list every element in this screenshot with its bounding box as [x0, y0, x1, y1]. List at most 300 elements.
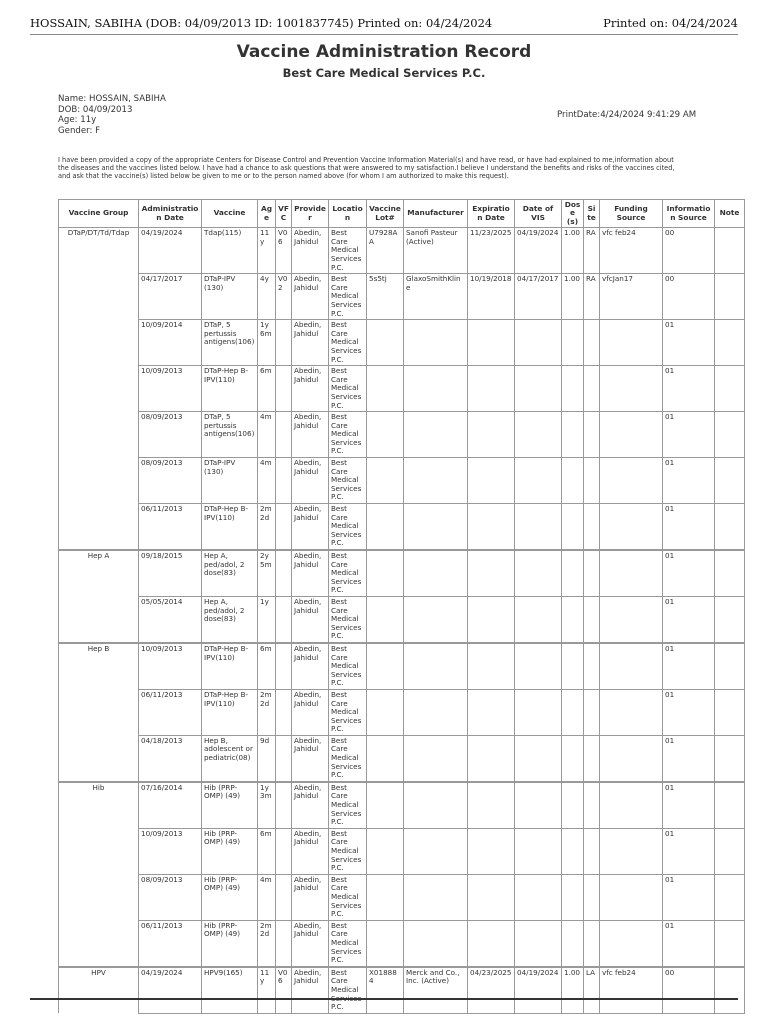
table-cell [404, 504, 468, 550]
table-cell: 6m [258, 643, 276, 689]
column-header: Location [329, 200, 367, 228]
table-cell: Best Care Medical Services P.C. [329, 735, 367, 781]
column-header: Vaccine Lot# [367, 200, 404, 228]
table-cell: GlaxoSmithKline [404, 274, 468, 320]
table-cell [59, 920, 139, 966]
table-cell [404, 920, 468, 966]
table-cell: HPV9(165) [202, 967, 258, 1013]
table-cell: 01 [663, 550, 715, 596]
table-cell: 01 [663, 920, 715, 966]
table-cell [404, 689, 468, 735]
table-cell: DTaP-Hep B-IPV(110) [202, 504, 258, 550]
table-cell [715, 274, 745, 320]
table-cell [584, 596, 600, 642]
table-cell: 2y 5m [258, 550, 276, 596]
table-row [59, 874, 745, 920]
table-row [59, 828, 745, 874]
table-cell [59, 828, 139, 874]
table-cell: Abedin, Jahidul [292, 504, 329, 550]
table-cell: 4y [258, 274, 276, 320]
table-cell [584, 366, 600, 412]
table-cell: 06/11/2013 [139, 504, 202, 550]
header-patient-info: HOSSAIN, SABIHA (DOB: 04/09/2013 ID: 1001837745) Printed on: 04/24/2024 [30, 16, 493, 30]
table-cell: Best Care Medical Services P.C. [329, 274, 367, 320]
table-cell [404, 735, 468, 781]
table-cell: 01 [663, 828, 715, 874]
table-cell: 01 [663, 782, 715, 828]
table-cell [515, 735, 562, 781]
table-cell: 01 [663, 596, 715, 642]
table-cell [515, 504, 562, 550]
table-cell: 00 [663, 967, 715, 1013]
table-cell: DTaP-IPV (130) [202, 274, 258, 320]
table-cell: 01 [663, 643, 715, 689]
table-cell [600, 828, 663, 874]
table-cell [584, 782, 600, 828]
table-cell [715, 412, 745, 458]
table-cell: RA [584, 274, 600, 320]
table-cell [59, 596, 139, 642]
table-cell [515, 320, 562, 366]
table-cell: DTaP-IPV (130) [202, 458, 258, 504]
table-cell [367, 874, 404, 920]
table-cell: 1y [258, 596, 276, 642]
print-date: PrintDate:4/24/2024 9:41:29 AM [557, 110, 697, 120]
table-cell: vfc feb24 [600, 228, 663, 274]
table-cell: Abedin, Jahidul [292, 550, 329, 596]
table-cell: 04/19/2024 [139, 967, 202, 1013]
table-cell: Abedin, Jahidul [292, 967, 329, 1013]
table-cell: Best Care Medical Services P.C. [329, 228, 367, 274]
table-cell [404, 828, 468, 874]
table-cell: 08/09/2013 [139, 412, 202, 458]
table-cell: 11y [258, 228, 276, 274]
table-cell: 1y 6m [258, 320, 276, 366]
table-cell: 01 [663, 412, 715, 458]
column-header: Site [584, 200, 600, 228]
table-cell: DTaP-Hep B-IPV(110) [202, 366, 258, 412]
table-cell: HPV [59, 967, 139, 1013]
table-cell [468, 412, 515, 458]
table-row [59, 735, 745, 781]
table-cell: Abedin, Jahidul [292, 782, 329, 828]
table-cell [367, 689, 404, 735]
table-cell: 10/09/2013 [139, 643, 202, 689]
table-cell: 01 [663, 504, 715, 550]
table-cell: Best Care Medical Services P.C. [329, 320, 367, 366]
table-cell [59, 320, 139, 366]
table-row [59, 782, 745, 828]
table-cell [468, 782, 515, 828]
table-cell [715, 643, 745, 689]
table-cell [515, 596, 562, 642]
table-cell [600, 412, 663, 458]
table-cell [562, 320, 584, 366]
table-cell [715, 967, 745, 1013]
table-row [59, 228, 745, 274]
table-cell: Hib (PRP-OMP) (49) [202, 874, 258, 920]
table-cell [600, 504, 663, 550]
table-cell [515, 782, 562, 828]
patient-age: Age: 11y [58, 115, 97, 125]
table-cell [59, 274, 139, 320]
table-cell [584, 735, 600, 781]
table-cell [562, 828, 584, 874]
column-header: Date of VIS [515, 200, 562, 228]
table-cell [584, 550, 600, 596]
table-cell: 01 [663, 320, 715, 366]
table-cell [715, 458, 745, 504]
table-cell: 08/09/2013 [139, 458, 202, 504]
table-cell: 11/23/2025 [468, 228, 515, 274]
table-cell: 04/19/2024 [515, 967, 562, 1013]
table-cell [515, 412, 562, 458]
table-cell [584, 458, 600, 504]
table-cell: 04/19/2024 [139, 228, 202, 274]
table-cell: 04/23/2025 [468, 967, 515, 1013]
table-cell [584, 874, 600, 920]
table-cell [276, 920, 292, 966]
table-cell: 1y 3m [258, 782, 276, 828]
table-cell [404, 366, 468, 412]
column-header: Manufacturer [404, 200, 468, 228]
table-cell [276, 412, 292, 458]
table-cell [367, 458, 404, 504]
table-cell [276, 504, 292, 550]
table-cell: vfc feb24 [600, 967, 663, 1013]
table-cell [562, 550, 584, 596]
table-cell [59, 412, 139, 458]
vaccine-record-table [58, 199, 745, 1014]
table-cell [276, 735, 292, 781]
table-cell [715, 596, 745, 642]
table-cell: 10/09/2013 [139, 366, 202, 412]
table-cell: 05/05/2014 [139, 596, 202, 642]
table-cell: 1.00 [562, 228, 584, 274]
table-cell [600, 596, 663, 642]
table-cell [468, 320, 515, 366]
table-row [59, 504, 745, 550]
patient-dob: DOB: 04/09/2013 [58, 104, 133, 115]
table-cell: 06/11/2013 [139, 920, 202, 966]
table-cell: Hep A [59, 550, 139, 596]
table-cell: Abedin, Jahidul [292, 366, 329, 412]
print-header [30, 14, 738, 35]
table-cell [600, 458, 663, 504]
table-cell [276, 643, 292, 689]
table-cell [715, 228, 745, 274]
table-cell [468, 920, 515, 966]
table-cell: 04/17/2017 [515, 274, 562, 320]
patient-name: Name: HOSSAIN, SABIHA [58, 94, 166, 104]
table-cell [404, 643, 468, 689]
table-cell [562, 689, 584, 735]
table-cell [276, 782, 292, 828]
table-row [59, 550, 745, 596]
table-cell: Best Care Medical Services P.C. [329, 828, 367, 874]
table-cell [276, 689, 292, 735]
table-cell [584, 412, 600, 458]
table-cell: 11y [258, 967, 276, 1013]
table-cell [715, 504, 745, 550]
table-cell [600, 874, 663, 920]
table-cell [404, 596, 468, 642]
column-header: Vaccine [202, 200, 258, 228]
table-cell [600, 320, 663, 366]
table-cell [468, 504, 515, 550]
column-header: Provider [292, 200, 329, 228]
table-cell [562, 874, 584, 920]
table-row [59, 920, 745, 966]
table-cell [562, 366, 584, 412]
table-cell: Hep A, ped/adol, 2 dose(83) [202, 596, 258, 642]
table-cell: 5s5tj [367, 274, 404, 320]
table-cell: Hib (PRP-OMP) (49) [202, 920, 258, 966]
table-cell: 06/11/2013 [139, 689, 202, 735]
table-cell [367, 504, 404, 550]
table-cell: Best Care Medical Services P.C. [329, 458, 367, 504]
table-row [59, 412, 745, 458]
table-cell [404, 782, 468, 828]
table-cell: Hep B, adolescent or pediatric(08) [202, 735, 258, 781]
table-cell [715, 366, 745, 412]
table-cell: 10/09/2014 [139, 320, 202, 366]
column-header: Note [715, 200, 745, 228]
table-cell [515, 828, 562, 874]
table-cell: 6m [258, 366, 276, 412]
table-cell [404, 412, 468, 458]
column-header: Vaccine Group [59, 200, 139, 228]
table-cell: 00 [663, 274, 715, 320]
table-cell: Best Care Medical Services P.C. [329, 689, 367, 735]
table-cell [515, 874, 562, 920]
table-cell: Abedin, Jahidul [292, 643, 329, 689]
table-cell [562, 504, 584, 550]
table-cell: 01 [663, 366, 715, 412]
table-cell: Abedin, Jahidul [292, 689, 329, 735]
table-cell: Best Care Medical Services P.C. [329, 967, 367, 1013]
table-cell [515, 550, 562, 596]
table-cell [715, 920, 745, 966]
table-cell: 04/18/2013 [139, 735, 202, 781]
table-cell: 01 [663, 735, 715, 781]
table-cell [600, 366, 663, 412]
table-cell [562, 920, 584, 966]
table-cell: V06 [276, 967, 292, 1013]
table-cell [715, 735, 745, 781]
table-cell [600, 689, 663, 735]
table-cell [584, 828, 600, 874]
table-cell [715, 782, 745, 828]
table-cell [600, 782, 663, 828]
table-cell: Abedin, Jahidul [292, 458, 329, 504]
table-cell: Abedin, Jahidul [292, 412, 329, 458]
table-cell: Abedin, Jahidul [292, 274, 329, 320]
footer-divider [30, 998, 738, 1000]
table-cell [515, 458, 562, 504]
table-cell: Merck and Co., Inc. (Active) [404, 967, 468, 1013]
table-cell [367, 320, 404, 366]
table-cell [515, 689, 562, 735]
table-cell: Hep A, ped/adol, 2 dose(83) [202, 550, 258, 596]
table-cell [404, 320, 468, 366]
table-cell [59, 689, 139, 735]
table-cell [715, 320, 745, 366]
table-cell: Best Care Medical Services P.C. [329, 874, 367, 920]
table-row [59, 643, 745, 689]
table-cell [562, 643, 584, 689]
table-cell [367, 550, 404, 596]
table-cell [276, 366, 292, 412]
table-cell [276, 458, 292, 504]
table-cell: DTaP, 5 pertussis antigens(106) [202, 412, 258, 458]
table-row [59, 366, 745, 412]
table-cell: 07/16/2014 [139, 782, 202, 828]
table-cell [276, 550, 292, 596]
table-cell [562, 735, 584, 781]
table-cell [584, 920, 600, 966]
table-cell [468, 735, 515, 781]
column-header: Funding Source [600, 200, 663, 228]
table-cell [404, 458, 468, 504]
document-subtitle: Best Care Medical Services P.C. [282, 66, 486, 80]
table-cell [404, 874, 468, 920]
table-cell: Abedin, Jahidul [292, 735, 329, 781]
table-cell [468, 689, 515, 735]
table-cell: Best Care Medical Services P.C. [329, 920, 367, 966]
table-cell: 4m [258, 412, 276, 458]
table-cell [367, 828, 404, 874]
patient-gender: Gender: F [58, 125, 101, 136]
table-cell: Best Care Medical Services P.C. [329, 782, 367, 828]
table-cell [600, 920, 663, 966]
table-cell [468, 874, 515, 920]
table-cell: RA [584, 228, 600, 274]
table-cell: 08/09/2013 [139, 874, 202, 920]
table-cell [367, 643, 404, 689]
table-cell: 4m [258, 458, 276, 504]
table-cell [715, 828, 745, 874]
table-cell: Hib [59, 782, 139, 828]
document-title: Vaccine Administration Record [236, 42, 532, 62]
table-cell: 2m 2d [258, 920, 276, 966]
table-cell [367, 412, 404, 458]
table-cell: Abedin, Jahidul [292, 228, 329, 274]
table-cell [367, 782, 404, 828]
table-cell [367, 596, 404, 642]
table-cell: DTaP/DT/Td/Tdap [59, 228, 139, 274]
table-cell [468, 828, 515, 874]
table-cell [715, 550, 745, 596]
table-cell: 4m [258, 874, 276, 920]
table-cell [367, 735, 404, 781]
table-cell [600, 735, 663, 781]
table-cell [715, 689, 745, 735]
column-header: VFC [276, 200, 292, 228]
table-cell: 01 [663, 458, 715, 504]
table-cell [59, 504, 139, 550]
column-header: Expiration Date [468, 200, 515, 228]
table-cell: Best Care Medical Services P.C. [329, 366, 367, 412]
table-cell [404, 550, 468, 596]
table-cell: Sanofi Pasteur (Active) [404, 228, 468, 274]
table-cell: V06 [276, 228, 292, 274]
table-cell: Abedin, Jahidul [292, 828, 329, 874]
table-cell: Best Care Medical Services P.C. [329, 412, 367, 458]
table-cell: DTaP-Hep B-IPV(110) [202, 643, 258, 689]
table-row [59, 274, 745, 320]
table-cell [468, 366, 515, 412]
table-cell: vfcJan17 [600, 274, 663, 320]
table-row [59, 967, 745, 1013]
table-cell: 00 [663, 228, 715, 274]
column-header: Age [258, 200, 276, 228]
table-cell: Hep B [59, 643, 139, 689]
table-cell: V02 [276, 274, 292, 320]
table-cell [276, 596, 292, 642]
table-cell: Best Care Medical Services P.C. [329, 643, 367, 689]
table-cell [562, 782, 584, 828]
table-cell: Abedin, Jahidul [292, 874, 329, 920]
table-cell: 09/18/2015 [139, 550, 202, 596]
table-cell: Hib (PRP-OMP) (49) [202, 828, 258, 874]
table-cell [59, 874, 139, 920]
table-cell: Abedin, Jahidul [292, 920, 329, 966]
table-cell [584, 504, 600, 550]
table-cell: DTaP-Hep B-IPV(110) [202, 689, 258, 735]
table-cell: Best Care Medical Services P.C. [329, 550, 367, 596]
table-row [59, 689, 745, 735]
table-cell: 04/17/2017 [139, 274, 202, 320]
patient-info [58, 94, 166, 136]
table-cell: DTaP, 5 pertussis antigens(106) [202, 320, 258, 366]
table-cell: Hib (PRP-OMP) (49) [202, 782, 258, 828]
table-cell [367, 920, 404, 966]
table-cell [584, 689, 600, 735]
table-cell: 9d [258, 735, 276, 781]
consent-statement: I have been provided a copy of the appropriate Centers for Disease Control and Prevention Vaccine Information Material(s) and have read, or have had explained to me,information about the diseases and the vaccines listed below. I have had a chance to ask questions that were answered to my satisfaction.I believe I understand the benefits and risks of the vaccines cited, and ask that the vaccine(s) listed below be given to me or to the person named above (for whom I am authorized to make this request). [58, 156, 675, 180]
table-row [59, 596, 745, 642]
table-cell: 1.00 [562, 274, 584, 320]
table-cell: 2m 2d [258, 689, 276, 735]
table-cell [515, 366, 562, 412]
column-header: Dose (s) [562, 200, 584, 228]
column-header: Information Source [663, 200, 715, 228]
table-cell [276, 874, 292, 920]
table-cell [59, 458, 139, 504]
table-cell: LA [584, 967, 600, 1013]
table-cell: U7928AA [367, 228, 404, 274]
table-cell [562, 596, 584, 642]
table-cell [367, 366, 404, 412]
table-cell [600, 550, 663, 596]
table-cell [584, 643, 600, 689]
table-cell: Best Care Medical Services P.C. [329, 596, 367, 642]
table-cell: 6m [258, 828, 276, 874]
table-cell [715, 874, 745, 920]
table-cell [584, 320, 600, 366]
table-cell: 10/19/2018 [468, 274, 515, 320]
table-header-row [59, 200, 745, 228]
table-cell [515, 643, 562, 689]
table-cell [468, 458, 515, 504]
table-cell: Best Care Medical Services P.C. [329, 504, 367, 550]
table-cell [515, 920, 562, 966]
table-cell: 1.00 [562, 967, 584, 1013]
table-cell [59, 366, 139, 412]
table-cell: 10/09/2013 [139, 828, 202, 874]
table-cell: Abedin, Jahidul [292, 320, 329, 366]
